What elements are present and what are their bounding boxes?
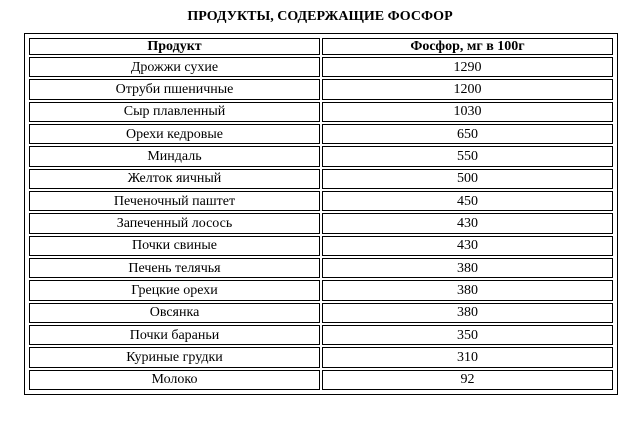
product-cell: Отруби пшеничные — [29, 79, 320, 99]
product-cell: Печень телячья — [29, 258, 320, 278]
table-row — [29, 303, 613, 323]
phosphorus-cell: 430 — [322, 236, 613, 256]
product-cell: Печеночный паштет — [29, 191, 320, 211]
product-cell: Куриные грудки — [29, 347, 320, 367]
table-row — [29, 258, 613, 278]
table-row — [29, 124, 613, 144]
phosphorus-cell: 430 — [322, 213, 613, 233]
phosphorus-cell: 450 — [322, 191, 613, 211]
product-cell: Миндаль — [29, 146, 320, 166]
phosphorus-cell: 1030 — [322, 102, 613, 122]
phosphorus-cell: 350 — [322, 325, 613, 345]
product-cell: Сыр плавленный — [29, 102, 320, 122]
table-row — [29, 370, 613, 390]
phosphorus-cell: 500 — [322, 169, 613, 189]
table-row — [29, 102, 613, 122]
column-header-product: Продукт — [29, 38, 320, 55]
table-row — [29, 146, 613, 166]
phosphorus-cell: 380 — [322, 303, 613, 323]
table-row — [29, 169, 613, 189]
product-cell: Овсянка — [29, 303, 320, 323]
phosphorus-cell: 550 — [322, 146, 613, 166]
product-cell: Почки свиные — [29, 236, 320, 256]
phosphorus-cell: 310 — [322, 347, 613, 367]
table-row — [29, 325, 613, 345]
table-row — [29, 347, 613, 367]
product-cell: Почки бараньи — [29, 325, 320, 345]
phosphorus-cell: 92 — [322, 370, 613, 390]
product-cell: Запеченный лосось — [29, 213, 320, 233]
table-row — [29, 191, 613, 211]
table-row — [29, 213, 613, 233]
phosphorus-table — [27, 36, 615, 392]
page-title: ПРОДУКТЫ, СОДЕРЖАЩИЕ ФОСФОР — [187, 9, 453, 24]
column-header-phosphorus: Фосфор, мг в 100г — [322, 38, 613, 55]
table-row — [29, 280, 613, 300]
product-cell: Молоко — [29, 370, 320, 390]
table-header-row — [29, 38, 613, 55]
table-row — [29, 57, 613, 77]
product-cell: Желток яичный — [29, 169, 320, 189]
product-cell: Орехи кедровые — [29, 124, 320, 144]
table-row — [29, 236, 613, 256]
phosphorus-cell: 650 — [322, 124, 613, 144]
phosphorus-cell: 1290 — [322, 57, 613, 77]
phosphorus-cell: 380 — [322, 280, 613, 300]
phosphorus-cell: 380 — [322, 258, 613, 278]
table-body — [29, 57, 613, 390]
product-cell: Дрожжи сухие — [29, 57, 320, 77]
phosphorus-table-frame — [24, 33, 618, 395]
product-cell: Грецкие орехи — [29, 280, 320, 300]
table-row — [29, 79, 613, 99]
phosphorus-cell: 1200 — [322, 79, 613, 99]
